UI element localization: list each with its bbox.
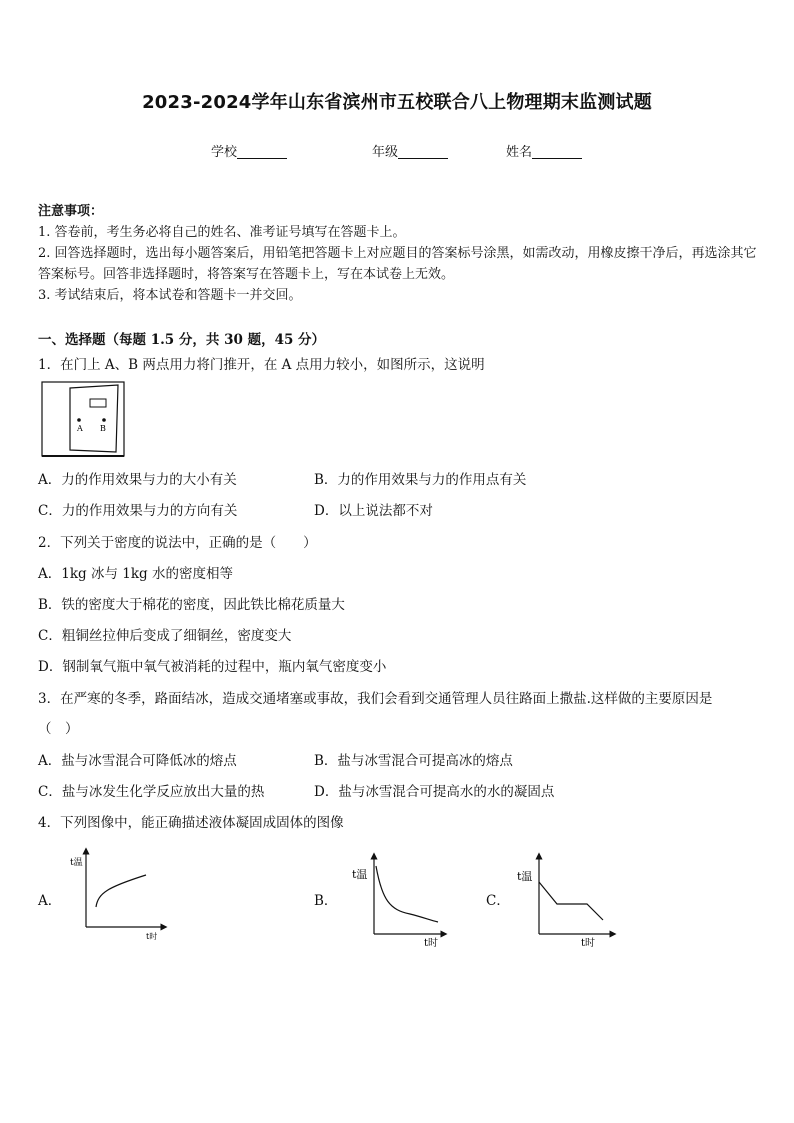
graph-c-x-label: t时 <box>581 938 596 948</box>
q2-stem: 2．下列关于密度的说法中，正确的是（ ） <box>38 535 317 551</box>
point-b-label: B <box>100 424 106 433</box>
graph-c-curve <box>539 882 603 920</box>
q1-option-c: C．力的作用效果与力的方向有关 <box>38 503 238 519</box>
notes-block <box>38 201 763 306</box>
graph-c-y-label: t温 <box>517 870 533 883</box>
grade-blank <box>398 145 448 159</box>
graph-b-curve <box>376 866 438 922</box>
q1-option-b: B．力的作用效果与力的作用点有关 <box>314 472 527 488</box>
page-title: 2023-2024学年山东省滨州市五校联合八上物理期末监测试题 <box>142 92 652 113</box>
graph-a-y-label: t温 <box>70 858 83 868</box>
q3-option-c: C．盐与冰发生化学反应放出大量的热 <box>38 784 265 800</box>
q4-graph-c <box>515 850 619 948</box>
name-field <box>506 141 582 160</box>
q2-option-b: B．铁的密度大于棉花的密度，因此铁比棉花质量大 <box>38 597 345 613</box>
name-blank <box>532 145 582 159</box>
name-label: 姓名 <box>506 145 533 160</box>
section-heading: 一、选择题（每题 1.5 分，共 30 题，45 分） <box>38 332 326 348</box>
note-item-3: 3. 考试结束后，将本试卷和答题卡一并交回。 <box>38 288 302 303</box>
q4-graph-b <box>350 850 450 948</box>
graph-a-x-label: t时 <box>146 932 158 941</box>
q2-option-c: C．粗铜丝拉伸后变成了细铜丝，密度变大 <box>38 628 292 644</box>
school-blank <box>237 145 287 159</box>
grade-label: 年级 <box>372 145 399 160</box>
q1-option-a: A．力的作用效果与力的大小有关 <box>38 472 237 488</box>
graph-b-x-label: t时 <box>424 938 439 948</box>
notes-heading: 注意事项： <box>38 204 104 219</box>
point-a-label: A <box>77 424 83 433</box>
q2-option-a: A．1kg 冰与 1kg 水的密度相等 <box>38 566 233 582</box>
q1-stem: 1．在门上 A、B 两点用力将门推开，在 A 点用力较小，如图所示，这说明 <box>38 357 485 373</box>
school-label: 学校 <box>211 145 238 160</box>
school-field <box>211 141 287 160</box>
graph-b-y-label: t温 <box>352 868 368 881</box>
note-item-2: 2. 回答选择题时，选出每小题答案后，用铅笔把答题卡上对应题目的答案标号涂黑，如需改动，用橡皮擦干净后，再选涂其它答案标号。回答非选择题时，将答案写在答题卡上，写在本试卷上无效。 <box>38 246 757 282</box>
q4-option-b-label: B． <box>314 893 338 909</box>
door-window <box>90 399 106 407</box>
door-frame <box>42 382 124 456</box>
q3-option-a: A．盐与冰雪混合可降低冰的熔点 <box>38 753 237 769</box>
q4-stem: 4．下列图像中，能正确描述液体凝固成固体的图像 <box>38 815 344 831</box>
q3-stem: 3．在严寒的冬季，路面结冰，造成交通堵塞或事故，我们会看到交通管理人员往路面上撒盐.这样做的主要原因是 <box>38 691 713 707</box>
point-b-dot <box>102 418 106 422</box>
point-a-dot <box>77 418 81 422</box>
door-panel <box>70 385 118 452</box>
q1-option-d: D．以上说法都不对 <box>314 503 433 519</box>
q3-option-b: B．盐与冰雪混合可提高冰的熔点 <box>314 753 513 769</box>
note-item-1: 1. 答卷前，考生务必将自己的姓名、准考证号填写在答题卡上。 <box>38 225 406 240</box>
q4-option-c-label: C． <box>486 893 510 909</box>
q4-option-a-label: A． <box>38 893 62 909</box>
door-figure <box>40 380 130 460</box>
graph-a-curve <box>96 875 146 907</box>
q4-graph-a <box>66 845 172 941</box>
q3-stem-paren: （ ） <box>38 721 79 737</box>
q2-option-d: D．钢制氧气瓶中氧气被消耗的过程中，瓶内氧气密度变小 <box>38 659 387 675</box>
grade-field <box>372 141 448 160</box>
q3-option-d: D．盐与冰雪混合可提高水的水的凝固点 <box>314 784 555 800</box>
